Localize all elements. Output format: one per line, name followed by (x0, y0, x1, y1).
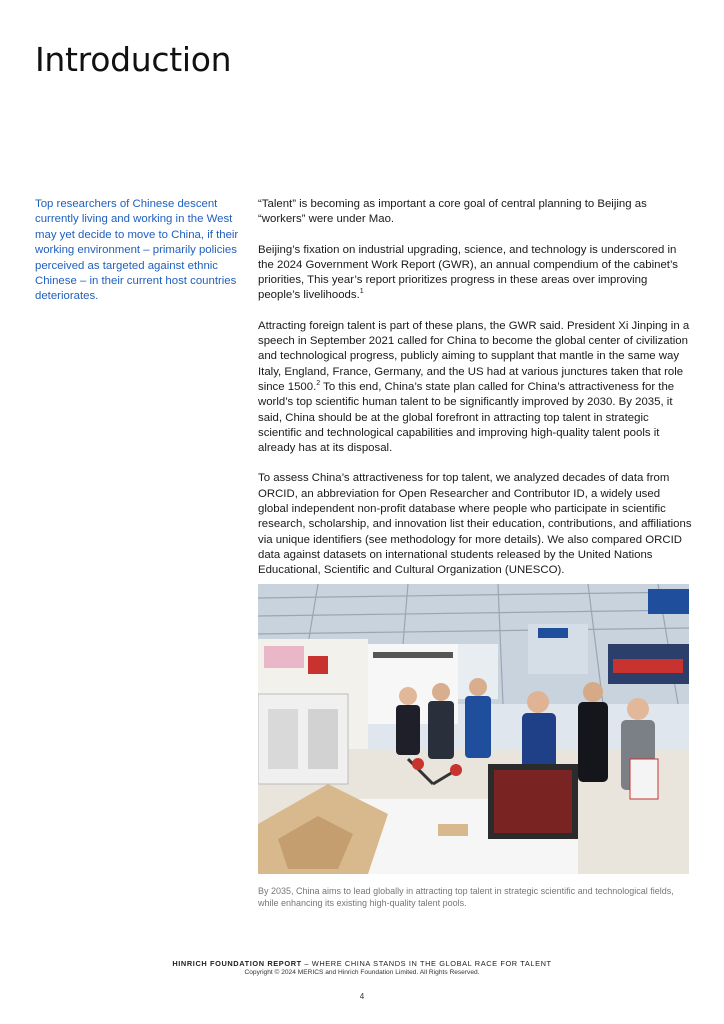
body-text (258, 197, 692, 594)
paragraph-1: “Talent” is becoming as important a core goal of central planning to Beijing as “workers” were under Mao. (258, 198, 647, 226)
pull-quote: Top researchers of Chinese descent currently living and working in the West may yet decide to move to China, if their working environment – primarily policies perceived as targeted against ethnic Chinese – in their current host countries deteriorates. (35, 198, 239, 303)
paragraph-4: To assess China’s attractiveness for top talent, we analyzed decades of data from ORCID, an abbreviation for Open Researcher and Contributor ID, a widely used global independent non-profit database where people who participate in scientific research, scholarship, and innovation list their education, contributions, and affiliations via unique identifiers (see methodology for more details). We also compared ORCID data against datasets on international students released by the United Nations Educational, Scientific and Cultural Organization (UNESCO). (258, 472, 692, 577)
paragraph-2: Beijing’s fixation on industrial upgrading, science, and technology is underscored in the 2024 Government Work Report (GWR), an annual compendium of the cabinet’s priorities, This year’s report prioritizes progress in these areas over improving people’s livelihoods.$^1$ (258, 243, 678, 302)
paragraph-3: Attracting foreign talent is part of these plans, the GWR said. President Xi Jinping in a speech in September 2021 called for China to become the global center of civilization and technological progress, publicly aiming to supplant that mantle in the same way Italy, England, France, Germany, and the US had at various junctures taken that role since 1500.$^2$ To this end, China’s state plan called for China’s attractiveness for the world’s top scientific human talent to be significantly improved by 2030. By 2035, it said, China should be at the global forefront in attracting top talent in strategic scientific and technological capabilities and improving high-quality talent pools it already has at its disposal. (258, 319, 690, 455)
page-number: 4 (359, 992, 365, 1001)
photo-illustration (258, 584, 689, 874)
page-title: Introduction (35, 40, 232, 79)
footer-report-subtitle: – WHERE CHINA STANDS IN THE GLOBAL RACE FOR TALENT (301, 959, 552, 968)
exhibition-hall-photo (258, 584, 689, 874)
footer-report-title (0, 959, 724, 968)
photo-caption: By 2035, China aims to lead globally in attracting top talent in strategic scientific and technological fields, while enhancing its existing high-quality talent pools. (258, 886, 674, 908)
footnote-1[interactable]: 1 (359, 288, 364, 296)
footnote-2[interactable]: 2 (316, 380, 321, 388)
footer-copyright: Copyright © 2024 MERICS and Hinrich Foundation Limited. All Rights Reserved. (244, 969, 480, 976)
footer-report-name: HINRICH FOUNDATION REPORT (172, 959, 302, 968)
